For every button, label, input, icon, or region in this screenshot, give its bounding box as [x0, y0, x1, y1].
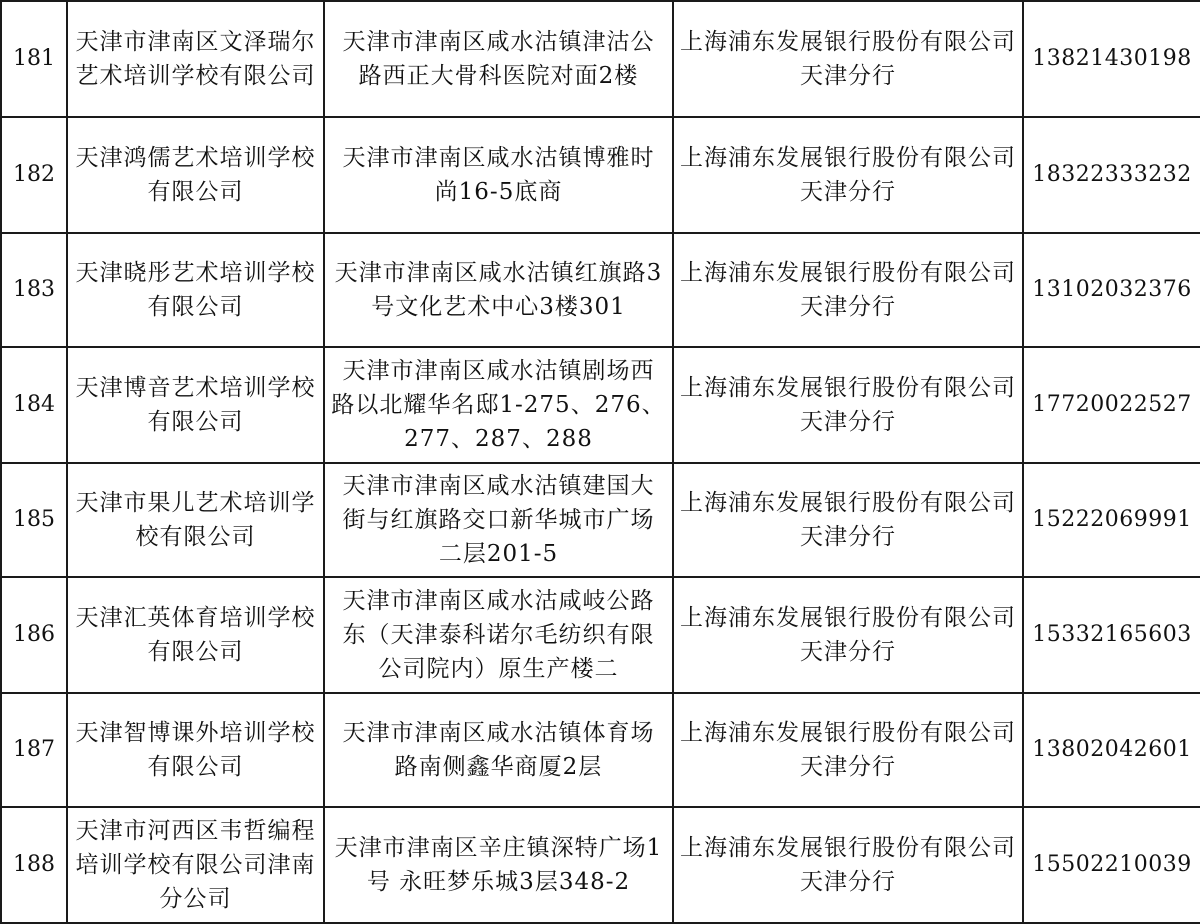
school-address: 天津市津南区辛庄镇深特广场1号 永旺梦乐城3层348-2	[324, 807, 673, 923]
phone-number: 15222069991	[1023, 463, 1200, 577]
school-name: 天津市津南区文泽瑞尔艺术培训学校有限公司	[67, 1, 324, 117]
table-row	[1, 347, 1200, 463]
phone-number: 15332165603	[1023, 577, 1200, 693]
phone-number: 13102032376	[1023, 233, 1200, 347]
table-row	[1, 807, 1200, 923]
row-number: 184	[1, 347, 67, 463]
table-row	[1, 117, 1200, 233]
row-number: 188	[1, 807, 67, 923]
school-address: 天津市津南区咸水沽镇剧场西路以北耀华名邸1-275、276、277、287、288	[324, 347, 673, 463]
row-number: 183	[1, 233, 67, 347]
school-address: 天津市津南区咸水沽镇建国大街与红旗路交口新华城市广场二层201-5	[324, 463, 673, 577]
row-number: 181	[1, 1, 67, 117]
bank-name: 上海浦东发展银行股份有限公司天津分行	[673, 233, 1023, 347]
table-row	[1, 577, 1200, 693]
bank-name: 上海浦东发展银行股份有限公司天津分行	[673, 117, 1023, 233]
row-number: 186	[1, 577, 67, 693]
school-name: 天津博音艺术培训学校有限公司	[67, 347, 324, 463]
row-number: 185	[1, 463, 67, 577]
bank-name: 上海浦东发展银行股份有限公司天津分行	[673, 693, 1023, 807]
school-address: 天津市津南区咸水沽镇博雅时尚16-5底商	[324, 117, 673, 233]
table-row	[1, 233, 1200, 347]
school-name: 天津市河西区韦哲编程培训学校有限公司津南分公司	[67, 807, 324, 923]
phone-number: 17720022527	[1023, 347, 1200, 463]
table-row	[1, 1, 1200, 117]
phone-number: 18322333232	[1023, 117, 1200, 233]
phone-number: 13802042601	[1023, 693, 1200, 807]
school-address: 天津市津南区咸水沽镇红旗路3号文化艺术中心3楼301	[324, 233, 673, 347]
school-name: 天津鸿儒艺术培训学校有限公司	[67, 117, 324, 233]
school-address: 天津市津南区咸水沽镇津沽公路西正大骨科医院对面2楼	[324, 1, 673, 117]
row-number: 182	[1, 117, 67, 233]
school-address: 天津市津南区咸水沽镇体育场路南侧鑫华商厦2层	[324, 693, 673, 807]
school-address: 天津市津南区咸水沽咸岐公路东（天津泰科诺尔毛纺织有限公司院内）原生产楼二	[342, 588, 655, 682]
bank-name: 上海浦东发展银行股份有限公司天津分行	[673, 577, 1023, 693]
school-name: 天津汇英体育培训学校有限公司	[67, 577, 324, 693]
school-name: 天津智博课外培训学校有限公司	[67, 693, 324, 807]
phone-number: 13821430198	[1023, 1, 1200, 117]
table-row	[1, 463, 1200, 577]
phone-number: 15502210039	[1023, 807, 1200, 923]
school-name: 天津晓彤艺术培训学校有限公司	[67, 233, 324, 347]
school-address-cell	[324, 577, 673, 693]
bank-name: 上海浦东发展银行股份有限公司天津分行	[673, 347, 1023, 463]
row-number: 187	[1, 693, 67, 807]
bank-name: 上海浦东发展银行股份有限公司天津分行	[673, 1, 1023, 117]
school-name: 天津市果儿艺术培训学校有限公司	[67, 463, 324, 577]
table-row	[1, 693, 1200, 807]
bank-name: 上海浦东发展银行股份有限公司天津分行	[673, 463, 1023, 577]
bank-name: 上海浦东发展银行股份有限公司天津分行	[673, 807, 1023, 923]
